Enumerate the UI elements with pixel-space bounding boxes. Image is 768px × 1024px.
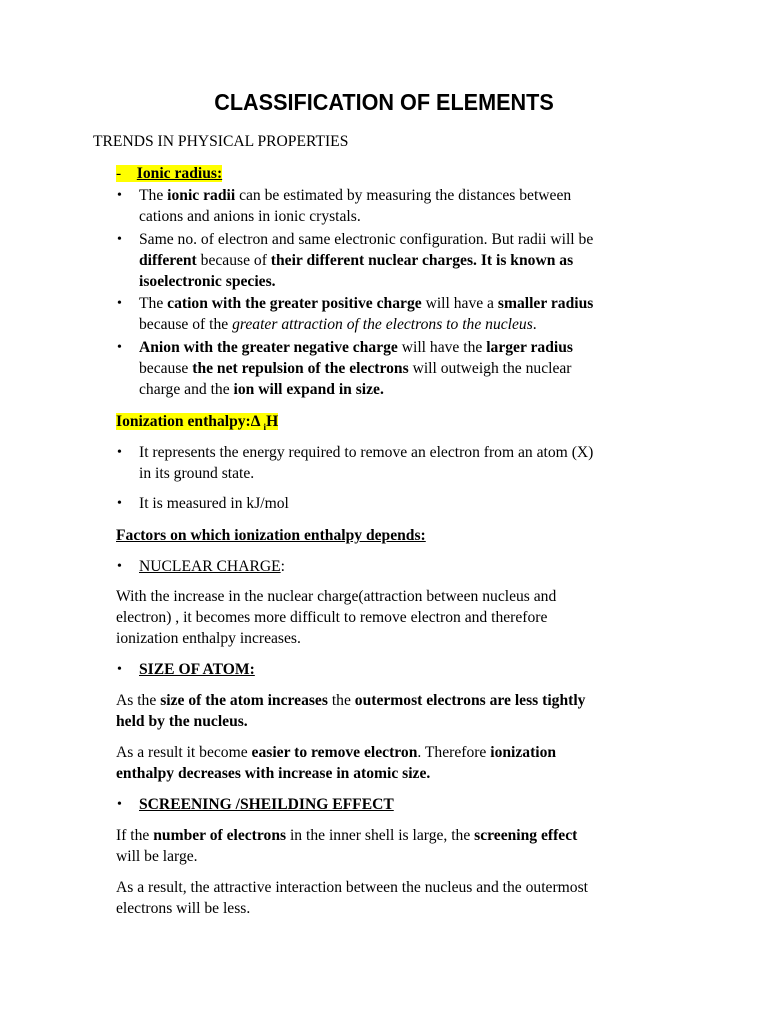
paragraph-line: held by the nucleus. <box>116 713 248 730</box>
paragraph-line: As the size of the atom increases the outermost electrons are less tightly <box>116 692 586 709</box>
paragraph-line: electrons will be less. <box>116 900 251 917</box>
bullet-icon: • <box>117 296 122 311</box>
bullet-line: because of the greater attraction of the electrons to the nucleus. <box>139 316 537 333</box>
bullet-icon: • <box>117 559 122 574</box>
bullet-line: charge and the ion will expand in size. <box>139 381 384 398</box>
heading-text: Ionic radius: <box>136 165 223 182</box>
screening-heading: SCREENING /SHEILDING EFFECT <box>139 796 394 813</box>
nuclear-charge-heading: NUCLEAR CHARGE: <box>139 558 285 575</box>
paragraph-line: If the number of electrons in the inner shell is large, the screening effect <box>116 827 578 844</box>
bullet-icon: • <box>117 188 122 203</box>
bullet-icon: • <box>117 496 122 511</box>
ionic-radius-heading <box>116 163 222 184</box>
page-title: CLASSIFICATION OF ELEMENTS <box>214 89 554 115</box>
factors-heading: Factors on which ionization enthalpy depends: <box>116 527 426 544</box>
bullet-line: The cation with the greater positive charge will have a smaller radius <box>139 295 594 312</box>
paragraph-line: enthalpy decreases with increase in atomic size. <box>116 765 431 782</box>
bullet-icon: • <box>117 232 122 247</box>
bullet-line: It represents the energy required to remove an electron from an atom (X) <box>139 444 594 461</box>
bullet-icon: • <box>117 797 122 812</box>
size-of-atom-heading: SIZE OF ATOM: <box>139 661 255 678</box>
bullet-line: The ionic radii can be estimated by measuring the distances between <box>139 187 572 204</box>
paragraph-line: As a result it become easier to remove electron. Therefore ionization <box>116 744 557 761</box>
bullet-line: in its ground state. <box>139 465 255 482</box>
paragraph-line: As a result, the attractive interaction between the nucleus and the outermost <box>116 879 588 896</box>
paragraph-line: electron) , it becomes more difficult to remove electron and therefore <box>116 609 548 626</box>
bullet-line: Anion with the greater negative charge will have the larger radius <box>139 339 573 356</box>
bullet-icon: • <box>117 340 122 355</box>
bullet-line: It is measured in kJ/mol <box>139 495 289 512</box>
paragraph-line: ionization enthalpy increases. <box>116 630 301 647</box>
bullet-line: different because of their different nuclear charges. It is known as <box>139 252 574 269</box>
ionization-heading: Ionization enthalpy:Δ $_i$H <box>116 413 279 433</box>
bullet-icon: • <box>117 445 122 460</box>
bullet-line: cations and anions in ionic crystals. <box>139 208 361 225</box>
paragraph-line: With the increase in the nuclear charge(attraction between nucleus and <box>116 588 557 605</box>
bullet-line: Same no. of electron and same electronic configuration. But radii will be <box>139 231 594 248</box>
bullet-icon: • <box>117 662 122 677</box>
bullet-line: isoelectronic species. <box>139 273 276 290</box>
paragraph-line: will be large. <box>116 848 198 865</box>
bullet-line: because the net repulsion of the electrons will outweigh the nuclear <box>139 360 572 377</box>
dash-marker: - <box>116 165 122 182</box>
section-subtitle: TRENDS IN PHYSICAL PROPERTIES <box>93 133 349 150</box>
